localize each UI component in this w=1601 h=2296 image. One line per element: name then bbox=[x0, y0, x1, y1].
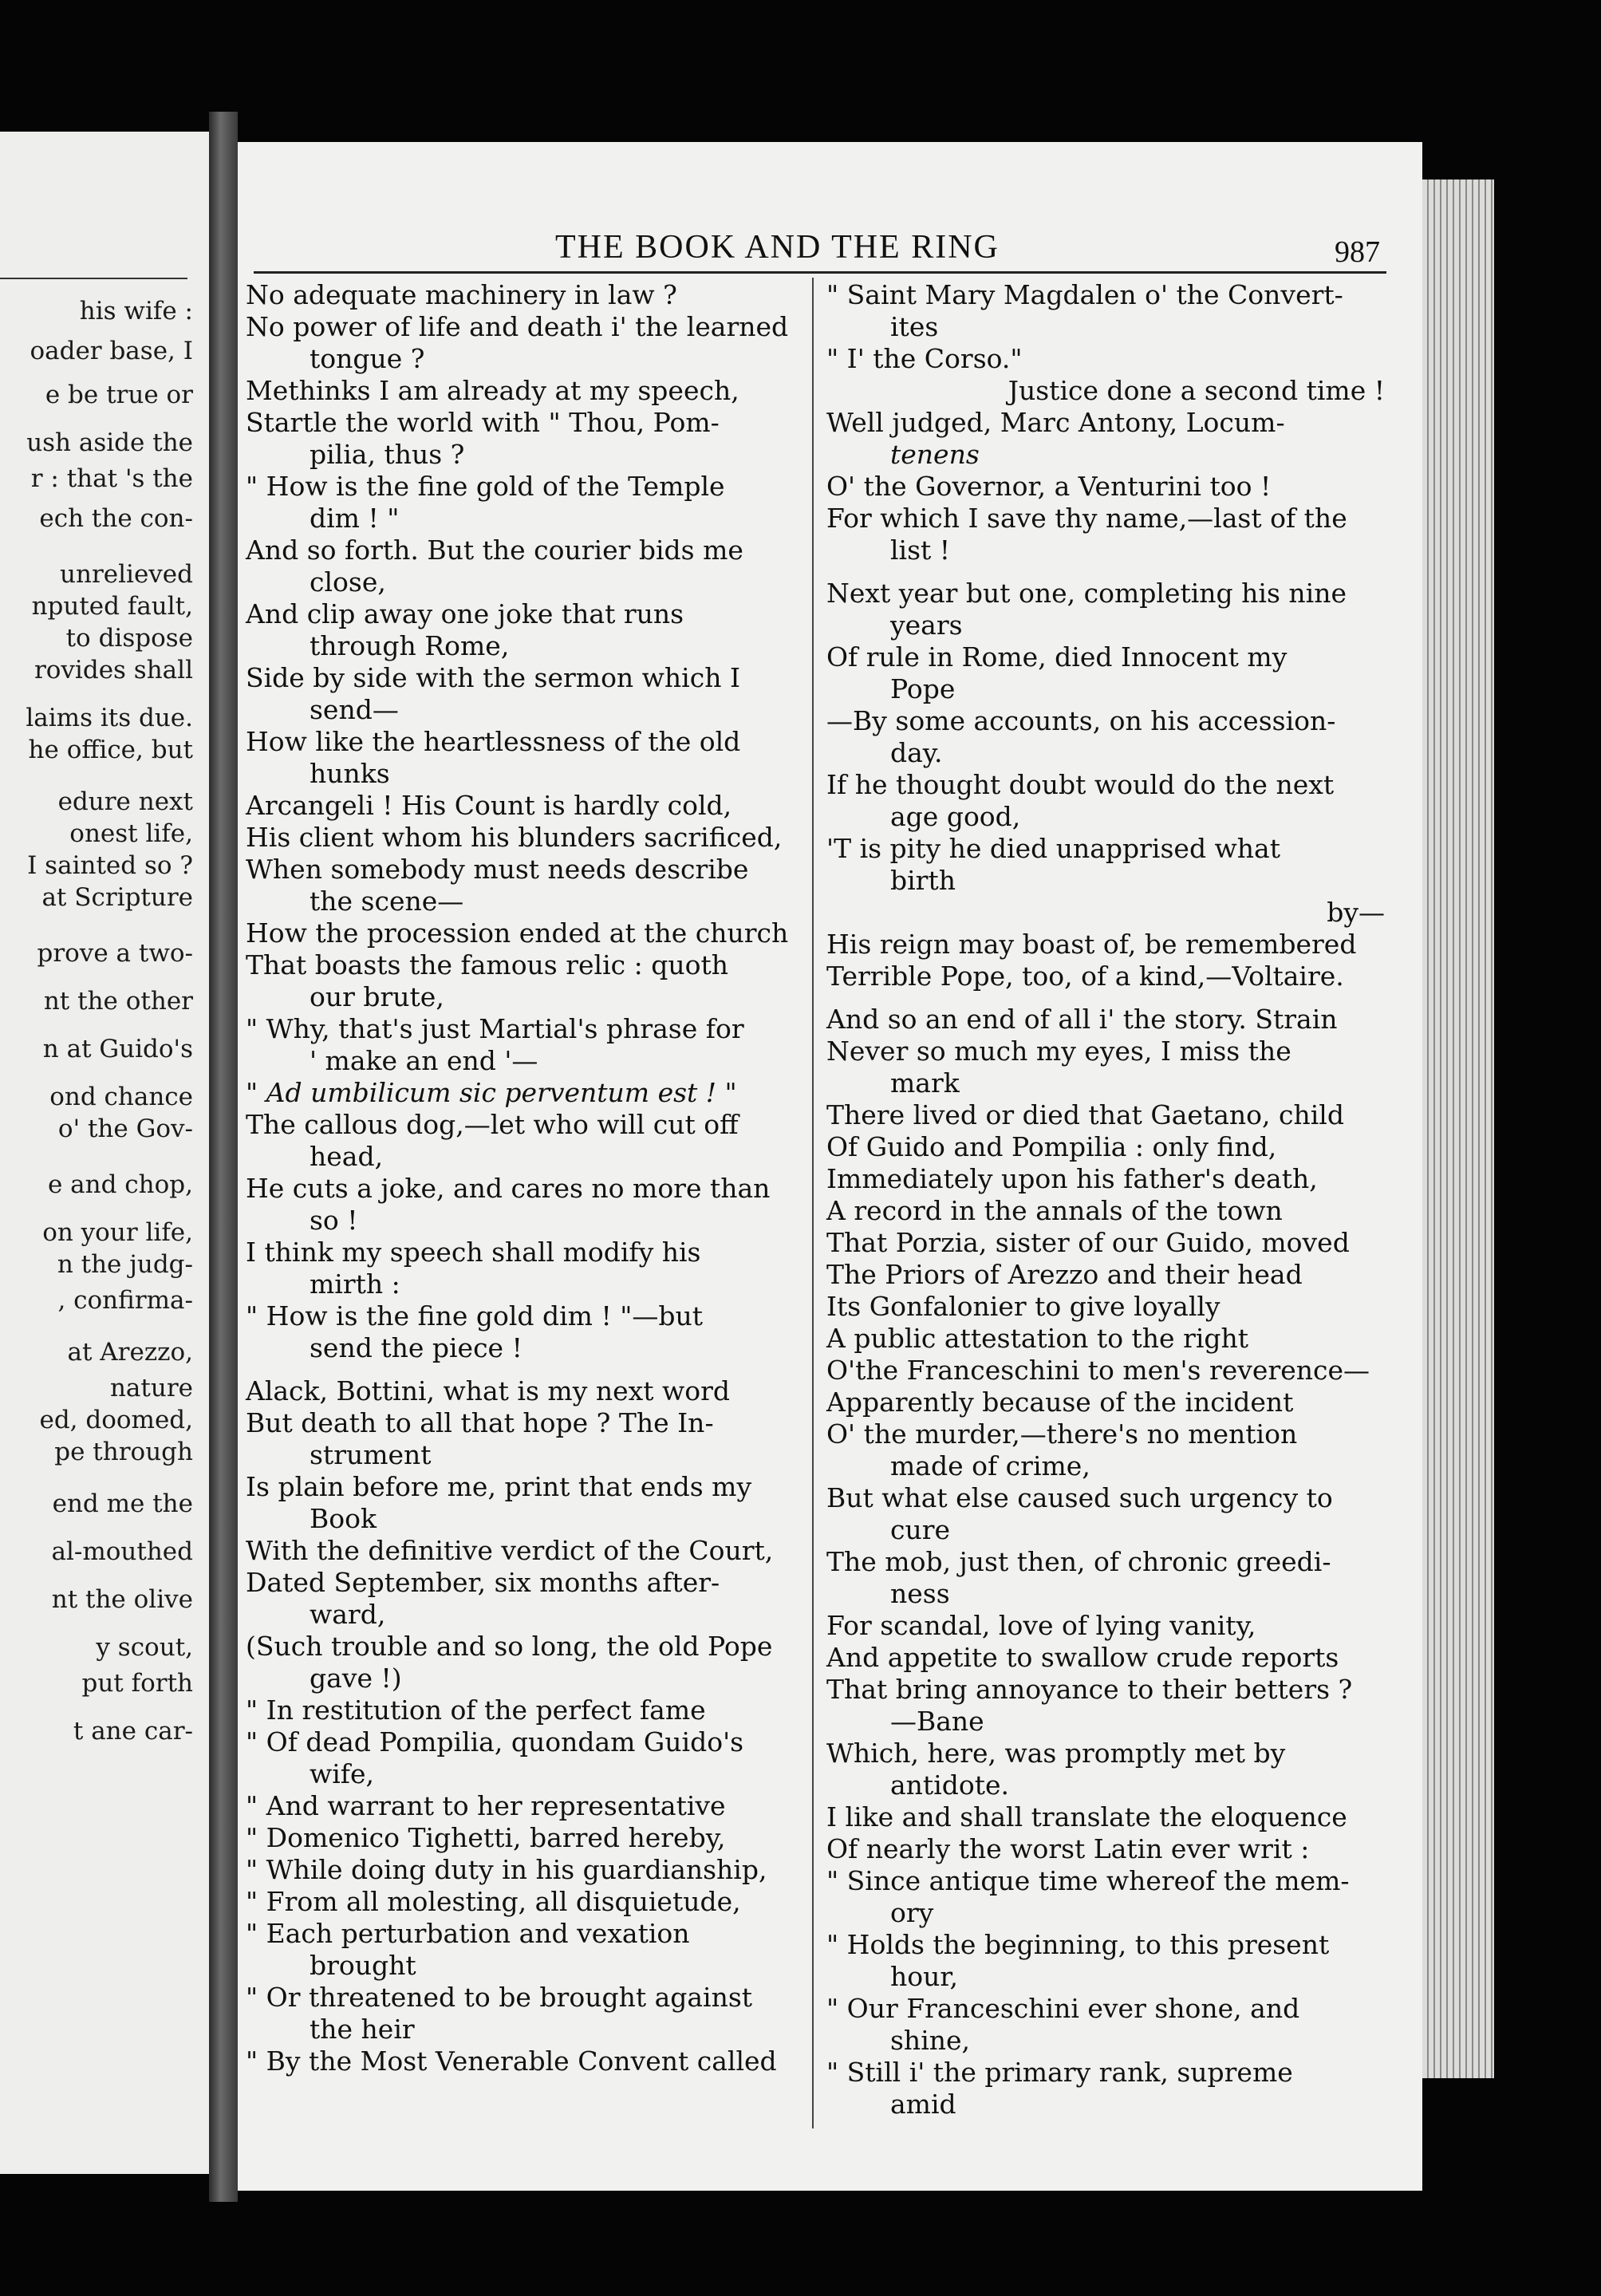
page-header bbox=[238, 228, 1422, 276]
verse-line: ites bbox=[890, 311, 939, 342]
verse-line: antidote. bbox=[890, 1769, 1010, 1801]
verse-line: If he thought doubt would do the next bbox=[826, 769, 1335, 800]
verse-line: through Rome, bbox=[310, 630, 510, 661]
verse-line: No power of life and death i' the learned bbox=[246, 311, 789, 342]
verse-line: How like the heartlessness of the old bbox=[246, 726, 741, 757]
facing-page-line: laims its due. bbox=[26, 704, 193, 732]
facing-page-line: o' the Gov- bbox=[57, 1114, 193, 1143]
verse-line: close, bbox=[310, 566, 386, 598]
column-divider bbox=[812, 278, 814, 2128]
verse-line: O' the murder,—there's no mention bbox=[826, 1418, 1298, 1450]
verse-line: But what else caused such urgency to bbox=[826, 1482, 1333, 1513]
verse-line: pilia, thus ? bbox=[310, 439, 465, 470]
verse-line: age good, bbox=[890, 801, 1021, 832]
facing-page-line: unrelieved bbox=[60, 560, 193, 589]
verse-line: Its Gonfalonier to give loyally bbox=[826, 1291, 1220, 1322]
verse-line: cure bbox=[890, 1514, 951, 1545]
facing-page-line: nt the olive bbox=[51, 1585, 193, 1614]
verse-line: " And warrant to her representative bbox=[246, 1790, 726, 1821]
verse-line: " Domenico Tighetti, barred hereby, bbox=[246, 1822, 726, 1853]
verse-line: Of rule in Rome, died Innocent my bbox=[826, 641, 1288, 673]
verse-line: —By some accounts, on his accession- bbox=[826, 705, 1336, 736]
verse-line: Arcangeli ! His Count is hardly cold, bbox=[246, 790, 732, 821]
verse-line: A record in the annals of the town bbox=[826, 1195, 1283, 1226]
verse-line: And so forth. But the courier bids me bbox=[246, 535, 743, 566]
facing-page-line: ed, doomed, bbox=[39, 1406, 193, 1434]
verse-line: Never so much my eyes, I miss the bbox=[826, 1036, 1291, 1067]
facing-page-fragment bbox=[0, 132, 209, 2174]
verse-line: tongue ? bbox=[310, 343, 425, 374]
verse-line: dim ! " bbox=[310, 503, 400, 534]
verse-line: " Still i' the primary rank, supreme bbox=[826, 2057, 1293, 2088]
verse-line: Is plain before me, print that ends my bbox=[246, 1471, 752, 1502]
facing-page-line: prove a two- bbox=[37, 939, 193, 968]
verse-line: I think my speech shall modify his bbox=[246, 1237, 701, 1268]
facing-page-line: e be true or bbox=[45, 381, 193, 409]
verse-line: " Or threatened to be brought against bbox=[246, 1982, 753, 2013]
left-column bbox=[246, 279, 804, 2077]
verse-line: That Porzia, sister of our Guido, moved bbox=[826, 1227, 1350, 1258]
verse-line: And clip away one joke that runs bbox=[246, 598, 684, 629]
facing-page-line: n at Guido's bbox=[42, 1035, 193, 1063]
running-head: THE BOOK AND THE RING bbox=[555, 229, 1000, 266]
verse-line: Which, here, was promptly met by bbox=[826, 1738, 1286, 1769]
page-edges bbox=[1422, 179, 1494, 2078]
verse-line: For which I save thy name,—last of the bbox=[826, 503, 1347, 534]
verse-line: our brute, bbox=[310, 981, 444, 1012]
facing-page-line: rovides shall bbox=[34, 656, 193, 684]
verse-line: " How is the fine gold dim ! "—but bbox=[246, 1300, 704, 1331]
verse-line: Startle the world with " Thou, Pom- bbox=[246, 407, 720, 438]
facing-page-line: pe through bbox=[54, 1438, 193, 1466]
verse-line: shine, bbox=[890, 2025, 971, 2056]
facing-page-line: ush aside the bbox=[26, 428, 193, 457]
verse-line: Methinks I am already at my speech, bbox=[246, 375, 739, 406]
verse-line: hour, bbox=[890, 1961, 959, 1992]
verse-line: There lived or died that Gaetano, child bbox=[826, 1099, 1344, 1130]
page-number: 987 bbox=[1335, 235, 1380, 269]
verse-line: birth bbox=[890, 865, 956, 896]
verse-line: made of crime, bbox=[890, 1450, 1090, 1481]
facing-page-line: end me the bbox=[52, 1489, 193, 1518]
verse-line: mirth : bbox=[310, 1268, 400, 1300]
verse-line: " Our Franceschini ever shone, and bbox=[826, 1993, 1300, 2024]
verse-line: " Holds the beginning, to this present bbox=[826, 1929, 1330, 1960]
verse-line: Alack, Bottini, what is my next word bbox=[246, 1375, 730, 1406]
verse-line: " Since antique time whereof the mem- bbox=[826, 1865, 1350, 1896]
book-page bbox=[238, 142, 1422, 2191]
verse-line: That bring annoyance to their betters ? bbox=[826, 1674, 1353, 1705]
verse-line: The Priors of Arezzo and their head bbox=[826, 1259, 1303, 1290]
verse-line: That boasts the famous relic : quoth bbox=[246, 949, 728, 980]
facing-page-line: nputed fault, bbox=[31, 592, 193, 621]
verse-line: (Such trouble and so long, the old Pope bbox=[246, 1631, 773, 1662]
facing-page-line: nature bbox=[109, 1374, 193, 1402]
verse-line: day. bbox=[890, 737, 943, 768]
facing-page-line: nt the other bbox=[43, 987, 193, 1016]
verse-line: the heir bbox=[310, 2014, 415, 2045]
verse-line: ward, bbox=[310, 1599, 386, 1630]
verse-line: ness bbox=[890, 1578, 950, 1609]
verse-line: list ! bbox=[890, 535, 951, 566]
verse-line: " Of dead Pompilia, quondam Guido's bbox=[246, 1726, 744, 1758]
verse-line: His reign may boast of, be remembered bbox=[826, 929, 1357, 960]
facing-page-line: oader base, I bbox=[30, 337, 193, 365]
verse-line: Justice done a second time ! bbox=[1008, 375, 1385, 406]
facing-page-line: I sainted so ? bbox=[27, 851, 193, 880]
verse-line: ory bbox=[890, 1897, 934, 1928]
book-gutter bbox=[209, 112, 238, 2202]
verse-line: Side by side with the sermon which I bbox=[246, 662, 740, 693]
verse-line: Next year but one, completing his nine bbox=[826, 578, 1347, 609]
facing-page-line: on your life, bbox=[42, 1218, 193, 1247]
verse-line: so ! bbox=[310, 1205, 358, 1236]
verse-line: Apparently because of the incident bbox=[826, 1387, 1294, 1418]
verse-line: mark bbox=[890, 1067, 960, 1099]
facing-page-line: ond chance bbox=[49, 1083, 193, 1111]
verse-line: Of nearly the worst Latin ever writ : bbox=[826, 1833, 1310, 1864]
verse-line: The callous dog,—let who will cut off bbox=[246, 1109, 739, 1140]
facing-page-line: e and chop, bbox=[47, 1170, 193, 1199]
verse-line: " By the Most Venerable Convent called bbox=[246, 2045, 777, 2077]
verse-line: Of Guido and Pompilia : only find, bbox=[826, 1131, 1277, 1162]
verse-line: brought bbox=[310, 1950, 416, 1981]
verse-line: And so an end of all i' the story. Strain bbox=[826, 1004, 1338, 1035]
verse-line: send the piece ! bbox=[310, 1332, 522, 1363]
verse-line: When somebody must needs describe bbox=[246, 854, 749, 885]
verse-line: 'T is pity he died unapprised what bbox=[826, 833, 1280, 864]
verse-line: A public attestation to the right bbox=[826, 1323, 1249, 1354]
verse-line: " How is the fine gold of the Temple bbox=[246, 471, 725, 502]
verse-line: wife, bbox=[310, 1758, 375, 1789]
verse-line: " Saint Mary Magdalen o' the Convert- bbox=[826, 279, 1343, 310]
verse-line: send— bbox=[310, 694, 399, 725]
verse-line: " Each perturbation and vexation bbox=[246, 1918, 690, 1949]
verse-line: With the definitive verdict of the Court, bbox=[246, 1535, 774, 1566]
verse-line: Immediately upon his father's death, bbox=[826, 1163, 1318, 1194]
verse-line: Pope bbox=[890, 673, 956, 704]
verse-line: " From all molesting, all disquietude, bbox=[246, 1886, 741, 1917]
facing-page-line: n the judg- bbox=[57, 1250, 193, 1279]
verse-line: gave !) bbox=[310, 1663, 402, 1694]
facing-page-line: t ane car- bbox=[73, 1717, 193, 1746]
facing-page-rule bbox=[0, 278, 187, 279]
verse-line: " I' the Corso." bbox=[826, 343, 1023, 374]
facing-page-line: , confirma- bbox=[57, 1286, 193, 1315]
verse-line: O'the Franceschini to men's reverence— bbox=[826, 1355, 1370, 1386]
verse-line: " Why, that's just Martial's phrase for bbox=[246, 1013, 744, 1044]
verse-line: " In restitution of the perfect fame bbox=[246, 1694, 706, 1726]
verse-line: Well judged, Marc Antony, Locum- bbox=[826, 407, 1285, 438]
verse-line: years bbox=[890, 610, 963, 641]
verse-line: Dated September, six months after- bbox=[246, 1567, 720, 1598]
verse-line: For scandal, love of lying vanity, bbox=[826, 1610, 1256, 1641]
verse-line: I like and shall translate the eloquence bbox=[826, 1801, 1347, 1832]
verse-line: strument bbox=[310, 1439, 432, 1470]
verse-line: " Ad umbilicum sic perventum est ! " bbox=[246, 1077, 737, 1108]
verse-line: —Bane bbox=[890, 1706, 984, 1737]
facing-page-line: onest life, bbox=[69, 819, 193, 848]
verse-line: tenens bbox=[890, 439, 980, 470]
verse-line: " While doing duty in his guardianship, bbox=[246, 1854, 767, 1885]
right-column bbox=[826, 279, 1385, 2120]
verse-line: His client whom his blunders sacrificed, bbox=[246, 822, 783, 853]
verse-line: How the procession ended at the church bbox=[246, 917, 789, 949]
facing-page-line: r : that 's the bbox=[30, 464, 193, 493]
facing-page-line: y scout, bbox=[96, 1633, 193, 1662]
facing-page-line: to dispose bbox=[65, 624, 193, 653]
header-rule bbox=[254, 271, 1386, 274]
verse-line: And appetite to swallow crude reports bbox=[826, 1642, 1339, 1673]
facing-page-line: he office, but bbox=[28, 736, 193, 764]
facing-page-line: al-mouthed bbox=[51, 1537, 193, 1566]
verse-line: by— bbox=[1327, 897, 1385, 928]
facing-page-line: edure next bbox=[57, 787, 193, 816]
verse-line: Book bbox=[310, 1503, 377, 1534]
verse-line: amid bbox=[890, 2089, 956, 2120]
facing-page-line: at Arezzo, bbox=[67, 1338, 193, 1367]
facing-page-line: at Scripture bbox=[41, 883, 193, 912]
verse-line: But death to all that hope ? The In- bbox=[246, 1407, 714, 1438]
facing-page-line: put forth bbox=[81, 1669, 193, 1698]
facing-page-line: ech the con- bbox=[39, 504, 193, 533]
facing-page-line: his wife : bbox=[79, 297, 193, 325]
verse-line: He cuts a joke, and cares no more than bbox=[246, 1173, 771, 1204]
verse-line: No adequate machinery in law ? bbox=[246, 279, 677, 310]
verse-line: hunks bbox=[310, 758, 390, 789]
verse-line: ' make an end '— bbox=[310, 1045, 538, 1076]
verse-line: The mob, just then, of chronic greedi- bbox=[826, 1546, 1331, 1577]
verse-line: Terrible Pope, too, of a kind,—Voltaire. bbox=[826, 961, 1344, 992]
verse-line: O' the Governor, a Venturini too ! bbox=[826, 471, 1272, 502]
verse-line: the scene— bbox=[310, 886, 464, 917]
verse-line: head, bbox=[310, 1141, 384, 1172]
